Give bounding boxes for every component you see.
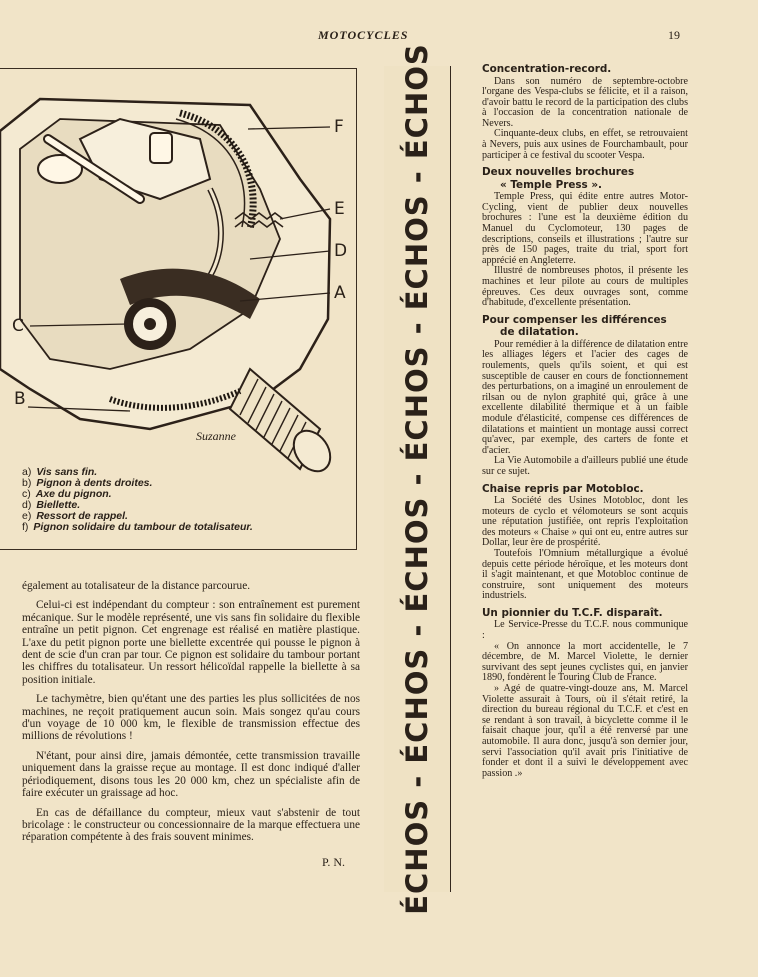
paragraph: Le tachymètre, bien qu'étant une des parties les plus sollicitées de nos machines, ne reçoit pratiquement aucun soin. Mais songez qu'au cours d'un voyage de 10 000 km, le flexible de transmission effectue des millions de révolutions ! <box>22 693 360 743</box>
article-body-left <box>22 580 360 851</box>
paragraph: Celui-ci est indépendant du compteur : son entraînement est purement mécanique. Sur le modèle représenté, une vis sans fin solidaire du flexible entraîne un petit pignon. Cet engrenage est réalisé en matière plastique. L'axe du petit pignon porte une biellette excentrée qui pousse le pignon à dent de scie d'un cran par tour. Ce pignon est solidaire du tambour portant les chiffres du totalisateur. Un ressort hélicoïdal rappelle la biellette à sa position initiale. <box>22 599 360 686</box>
news-brief-title: Deux nouvelles brochures <box>482 166 635 179</box>
paragraph: également au totalisateur de la distance parcourue. <box>22 580 251 592</box>
callout-b: B <box>14 389 26 409</box>
paragraph: N'étant, pour ainsi dire, jamais démontée, cette transmission travaille uniquement dans la graisse reçue au montage. Il est donc indiqué d'aller périodiquement, disons tous les 20 000 km, chez un spécialiste afin de faire exécuter un graissage ad hoc. <box>22 749 360 800</box>
legend-item: d) Biellette. <box>22 499 81 511</box>
news-brief-title: Chaise repris par Motobloc. <box>482 482 644 495</box>
paragraph: Temple Press, qui édite entre autres Motor-Cycling, vient de publier deux nouvelles brochures : l'une est la deuxième édition du Manuel du Cyclomoteur, 130 pages de descriptions, conseils et illustrations ; l'autre sur près de 150 pages, traite du trial, sport fort apprécié en Angleterre. <box>482 191 688 266</box>
speedometer-illustration <box>0 68 357 550</box>
legend-item: e) Ressort de rappel. <box>22 510 128 522</box>
news-brief <box>482 315 688 478</box>
news-brief-subtitle: de dilatation. <box>500 326 579 339</box>
paragraph: Toutefois l'Omnium métallurgique a évolué depuis cette période héroïque, et les moteurs dont il s'agit maintenant, et que Motobloc continue de construire, sont uniquement des moteurs industriels. <box>482 547 688 602</box>
callout-f: F <box>334 117 344 137</box>
paragraph: « On annonce la mort accidentelle, le 7 décembre, de M. Marcel Violette, le dernier survivant des sept jeunes cyclistes qui, en janvier 1890, fondèrent le Touring Club de France. <box>482 640 688 684</box>
echos-banner <box>384 43 450 915</box>
news-brief <box>482 608 688 779</box>
paragraph: La Société des Usines Motobloc, dont les moteurs de cyclo et vélomoteurs se sont acquis une réputation justifiée, ont repris l'exploitation des moteurs « Chaise » qui ont eu, entre autres sur Dollar, leur ère de prospérité. <box>482 495 688 549</box>
author-initials: P. N. <box>322 855 346 869</box>
callout-c: C <box>12 316 24 336</box>
paragraph: La Vie Automobile a d'ailleurs publié une étude sur ce sujet. <box>482 455 688 477</box>
callout-e: E <box>334 199 345 219</box>
echos-column <box>482 64 688 785</box>
paragraph: Pour remédier à la différence de dilatation entre les alliages légers et l'acier des cages de roulements, quels qu'ils soient, et qui est susceptible de causer en cours de fonctionnement des perturbations, on a imaginé un enroulement de rilsan ou de nylon graphité qui, grâce à une excellente dilabilité thermique et à un faible module d'élasticité, compense ces différences de dilatations et maintient un montage aussi correct qu'avec, par exemple, des carters de fonte et d'acier. <box>482 338 688 456</box>
page-number: 19 <box>668 28 680 42</box>
news-brief-title: Un pionnier du T.C.F. disparaît. <box>482 606 663 619</box>
paragraph: Cinquante-deux clubs, en effet, se retrouvaient à Nevers, puis aux usines de Fourchambault, pour participer à ce festival du scooter Vespa. <box>482 128 688 161</box>
callout-a: A <box>334 283 346 303</box>
paragraph: Dans son numéro de septembre-octobre l'organe des Vespa-clubs se félicite, et il a raison, d'avoir battu le record de la participation des clubs à l'occasion de la concentration nationale de Nevers. <box>482 75 688 129</box>
callout-d: D <box>334 241 348 261</box>
figure-legend <box>22 467 352 533</box>
paragraph: En cas de défaillance du compteur, mieux vaut s'abstenir de tout bricolage : le constructeur ou concessionnaire de la marque effectuera une réparation compétente à des frais souvent minimes. <box>22 806 360 844</box>
illustrator-signature: Suzanne <box>196 429 236 443</box>
news-brief-title: Concentration-record. <box>482 63 612 75</box>
legend-item: a) Vis sans fin. <box>22 466 98 478</box>
paragraph: Le Service-Presse du T.C.F. nous communique : <box>482 619 688 642</box>
news-brief-title: Pour compenser les différences <box>482 313 667 326</box>
news-brief-subtitle: « Temple Press ». <box>500 178 603 191</box>
legend-item: c) Axe du pignon. <box>22 488 112 500</box>
running-head <box>0 28 758 46</box>
legend-item: f) Pignon solidaire du tambour de totalisateur. <box>22 521 253 533</box>
news-brief <box>482 484 688 602</box>
news-brief <box>482 64 688 161</box>
paragraph: Illustré de nombreuses photos, il présente les machines et leur pilote au cours de multiples épreuves. Ces deux ouvrages sont, comme d'habitude, d'excellente présentation. <box>482 265 688 309</box>
legend-item: b) Pignon à dents droites. <box>22 477 153 489</box>
echos-banner-text: ÉCHOS - ÉCHOS - ÉCHOS - ÉCHOS - ÉCHOS - ÉCHOS <box>400 43 434 915</box>
paragraph: » Agé de quatre-vingt-douze ans, M. Marcel Violette assurait à Tours, où il s'était retiré, la direction du bureau régional du T.C.F. et c'est en se rendant à son travail, à bicyclette comme il le faisait chaque jour, qu'il a été renversé par une automobile. Il aura donc, jusqu'à son dernier jour, servi l'association qu'il avait pris l'initiative de fonder et dont il a suivi le développement avec passion .» <box>482 683 688 779</box>
running-title: MOTOCYCLES <box>318 28 409 42</box>
news-brief <box>482 167 688 309</box>
